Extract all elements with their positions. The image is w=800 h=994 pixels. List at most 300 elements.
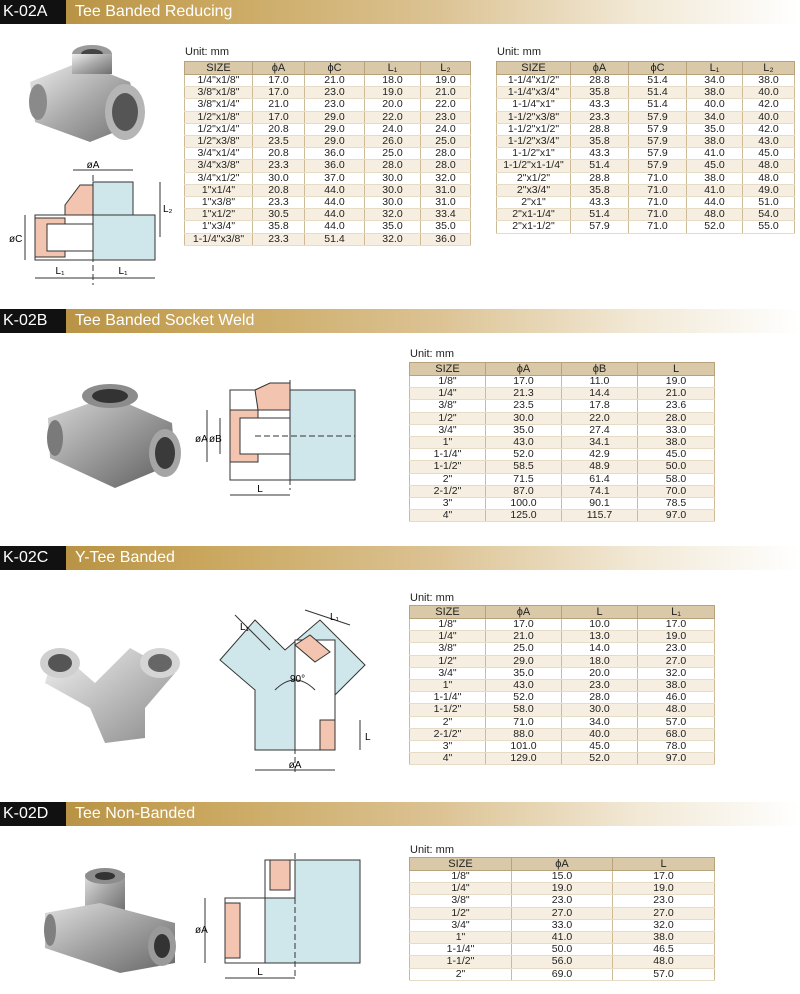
- table-cell: 1-1/4": [410, 944, 512, 956]
- table-cell: 57.9: [629, 148, 687, 160]
- table-cell: 51.4: [305, 233, 365, 245]
- table-cell: 19.0: [421, 75, 471, 87]
- table-cell: 43.3: [571, 99, 629, 111]
- diagram-label-phi-c: øC: [9, 234, 23, 245]
- table-cell: 44.0: [305, 184, 365, 196]
- table-cell: 78.0: [638, 741, 715, 753]
- table-row: [497, 87, 795, 99]
- table-cell: 57.9: [571, 221, 629, 233]
- table-cell: 20.8: [253, 148, 305, 160]
- table-cell: 50.0: [638, 461, 715, 473]
- table-row: [410, 424, 715, 436]
- table-cell: 97.0: [638, 753, 715, 765]
- table-cell: 1-1/2"x1": [497, 148, 571, 160]
- table-row: [410, 376, 715, 388]
- section-title: Y-Tee Banded: [75, 549, 175, 566]
- table-cell: 71.0: [629, 197, 687, 209]
- table-row: [410, 728, 715, 740]
- table-cell: 21.0: [305, 75, 365, 87]
- table-cell: 35.8: [253, 221, 305, 233]
- table-cell: 14.0: [562, 643, 638, 655]
- table-cell: 3/8": [410, 895, 512, 907]
- table-cell: 3/8": [410, 643, 486, 655]
- table-cell: 29.0: [305, 111, 365, 123]
- table-row: [410, 619, 715, 631]
- table-cell: 23.3: [253, 160, 305, 172]
- diagram-label-l1-left: L₁: [55, 266, 65, 277]
- table-cell: 2"x1/2": [497, 172, 571, 184]
- table-cell: 17.0: [638, 619, 715, 631]
- table-cell: 33.0: [512, 919, 613, 931]
- table-cell: 36.0: [305, 160, 365, 172]
- table-cell: 27.4: [562, 424, 638, 436]
- table-cell: 33.0: [638, 424, 715, 436]
- table-cell: 1/8": [410, 619, 486, 631]
- table-cell: 1/4"x1/8": [185, 75, 253, 87]
- col-header: ϕA: [512, 858, 613, 871]
- table-cell: 32.0: [638, 667, 715, 679]
- section-title: Tee Non-Banded: [75, 805, 196, 822]
- table-cell: 18.0: [365, 75, 421, 87]
- table-cell: 23.5: [253, 136, 305, 148]
- table-cell: 57.9: [629, 136, 687, 148]
- col-header: L₁: [638, 606, 715, 619]
- table-cell: 35.0: [486, 424, 562, 436]
- table-cell: 49.0: [743, 184, 795, 196]
- table-cell: 90.1: [562, 498, 638, 510]
- col-header: L: [562, 606, 638, 619]
- table-cell: 25.0: [421, 136, 471, 148]
- table-cell: 36.0: [421, 233, 471, 245]
- table-cell: 1-1/2": [410, 956, 512, 968]
- table-cell: 19.0: [365, 87, 421, 99]
- table-row: [185, 136, 471, 148]
- table-cell: 30.5: [253, 209, 305, 221]
- table-row: [497, 197, 795, 209]
- table-cell: 1-1/4"x1/2": [497, 75, 571, 87]
- table-header-row: [410, 606, 715, 619]
- diagram-label-phi-a: øA: [86, 160, 100, 171]
- table-cell: 23.0: [562, 680, 638, 692]
- table-cell: 34.0: [687, 75, 743, 87]
- table-cell: 28.0: [562, 692, 638, 704]
- table-row: [497, 172, 795, 184]
- table-row: [410, 412, 715, 424]
- tee-banded-reducing-photo: [20, 42, 150, 152]
- table-cell: 1"x3/8": [185, 197, 253, 209]
- table-cell: 1": [410, 680, 486, 692]
- table-cell: 36.0: [305, 148, 365, 160]
- table-row: [185, 99, 471, 111]
- table-cell: 41.0: [687, 148, 743, 160]
- table-row: [185, 87, 471, 99]
- table-cell: 71.0: [629, 184, 687, 196]
- table-cell: 4": [410, 753, 486, 765]
- table-cell: 2-1/2": [410, 485, 486, 497]
- table-cell: 19.0: [638, 631, 715, 643]
- table-cell: 44.0: [305, 209, 365, 221]
- table-row: [410, 510, 715, 522]
- table-cell: 2"x3/4": [497, 184, 571, 196]
- table-cell: 52.0: [562, 753, 638, 765]
- table-cell: 28.0: [421, 148, 471, 160]
- table-cell: 51.4: [571, 209, 629, 221]
- table-cell: 21.0: [638, 388, 715, 400]
- table-cell: 23.6: [638, 400, 715, 412]
- table-row: [497, 184, 795, 196]
- table-row: [497, 160, 795, 172]
- table-cell: 1-1/4"x3/8": [185, 233, 253, 245]
- table-row: [185, 209, 471, 221]
- table-cell: 1/8": [410, 376, 486, 388]
- table-cell: 57.9: [629, 123, 687, 135]
- table-row: [410, 741, 715, 753]
- table-cell: 2-1/2": [410, 728, 486, 740]
- table-row: [497, 209, 795, 221]
- diagram-label-l1-right: L₁: [330, 612, 339, 623]
- table-cell: 68.0: [638, 728, 715, 740]
- table-cell: 3/4"x1/4": [185, 148, 253, 160]
- col-header: ϕB: [562, 363, 638, 376]
- col-header: ϕA: [486, 606, 562, 619]
- spec-table-k02b: [409, 362, 715, 522]
- spec-table-k02a-2: [496, 61, 795, 234]
- table-cell: 10.0: [562, 619, 638, 631]
- table-cell: 1-1/2"x3/4": [497, 136, 571, 148]
- table-cell: 45.0: [687, 160, 743, 172]
- diagram-label-phi-a: øA: [195, 925, 208, 936]
- table-cell: 70.0: [638, 485, 715, 497]
- table-cell: 56.0: [512, 956, 613, 968]
- table-cell: 1": [410, 932, 512, 944]
- table-cell: 11.0: [562, 376, 638, 388]
- table-cell: 26.0: [365, 136, 421, 148]
- diagram-label-phi-a: øA: [195, 434, 208, 445]
- table-cell: 129.0: [486, 753, 562, 765]
- table-cell: 19.0: [638, 376, 715, 388]
- table-row: [410, 932, 715, 944]
- table-row: [410, 716, 715, 728]
- table-header-row: [410, 363, 715, 376]
- table-cell: 23.0: [421, 111, 471, 123]
- table-cell: 35.0: [687, 123, 743, 135]
- table-cell: 17.0: [253, 87, 305, 99]
- table-cell: 3": [410, 741, 486, 753]
- diagram-label-phi-b: øB: [209, 434, 222, 445]
- table-cell: 21.3: [486, 388, 562, 400]
- table-cell: 1/2"x1/8": [185, 111, 253, 123]
- table-row: [410, 956, 715, 968]
- col-header: SIZE: [185, 62, 253, 75]
- table-cell: 1/4": [410, 388, 486, 400]
- table-cell: 1-1/4"x1": [497, 99, 571, 111]
- table-cell: 3/8": [410, 400, 486, 412]
- section-title: Tee Banded Reducing: [75, 3, 233, 20]
- table-row: [185, 111, 471, 123]
- section-code: K-02C: [0, 546, 66, 570]
- col-header: ϕA: [571, 62, 629, 75]
- tee-socket-weld-diagram: [195, 380, 365, 505]
- table-row: [497, 136, 795, 148]
- table-cell: 45.0: [743, 148, 795, 160]
- table-row: [497, 99, 795, 111]
- table-cell: 20.8: [253, 123, 305, 135]
- table-cell: 34.1: [562, 437, 638, 449]
- table-cell: 38.0: [687, 136, 743, 148]
- table-cell: 3/4"x3/8": [185, 160, 253, 172]
- table-cell: 71.0: [629, 221, 687, 233]
- table-cell: 25.0: [486, 643, 562, 655]
- table-row: [497, 75, 795, 87]
- table-cell: 22.0: [562, 412, 638, 424]
- col-header: ϕC: [305, 62, 365, 75]
- col-header: SIZE: [410, 858, 512, 871]
- table-cell: 40.0: [743, 87, 795, 99]
- table-cell: 100.0: [486, 498, 562, 510]
- table-row: [410, 437, 715, 449]
- table-cell: 1/2": [410, 907, 512, 919]
- table-cell: 30.0: [253, 172, 305, 184]
- section-code: K-02D: [0, 802, 66, 826]
- table-cell: 38.0: [638, 680, 715, 692]
- table-cell: 13.0: [562, 631, 638, 643]
- table-cell: 35.0: [365, 221, 421, 233]
- y-tee-banded-diagram: [210, 600, 380, 780]
- tee-non-banded-diagram: [195, 848, 365, 988]
- col-header: L: [613, 858, 715, 871]
- table-cell: 3/4"x1/2": [185, 172, 253, 184]
- table-cell: 23.3: [253, 197, 305, 209]
- unit-label: Unit: mm: [410, 844, 454, 856]
- table-cell: 48.0: [743, 172, 795, 184]
- table-cell: 43.0: [486, 680, 562, 692]
- table-cell: 97.0: [638, 510, 715, 522]
- table-cell: 23.0: [305, 87, 365, 99]
- table-cell: 1-1/2": [410, 704, 486, 716]
- table-cell: 71.0: [486, 716, 562, 728]
- table-cell: 37.0: [305, 172, 365, 184]
- table-cell: 35.8: [571, 136, 629, 148]
- table-cell: 19.0: [512, 883, 613, 895]
- col-header: L₂: [743, 62, 795, 75]
- table-cell: 29.0: [486, 655, 562, 667]
- table-cell: 32.0: [365, 209, 421, 221]
- table-cell: 57.9: [629, 160, 687, 172]
- table-cell: 1"x3/4": [185, 221, 253, 233]
- col-header: L₁: [687, 62, 743, 75]
- table-cell: 1-1/4"x3/4": [497, 87, 571, 99]
- table-row: [410, 449, 715, 461]
- table-cell: 38.0: [687, 172, 743, 184]
- col-header: L₁: [365, 62, 421, 75]
- table-cell: 52.0: [486, 692, 562, 704]
- table-cell: 35.0: [421, 221, 471, 233]
- table-cell: 30.0: [486, 412, 562, 424]
- table-cell: 28.0: [638, 412, 715, 424]
- table-cell: 38.0: [638, 437, 715, 449]
- table-row: [410, 871, 715, 883]
- table-cell: 22.0: [421, 99, 471, 111]
- col-header: SIZE: [410, 606, 486, 619]
- table-cell: 27.0: [638, 655, 715, 667]
- col-header: L: [638, 363, 715, 376]
- table-cell: 18.0: [562, 655, 638, 667]
- section-header-k02d: [0, 802, 800, 826]
- spec-table-k02c: [409, 605, 715, 765]
- diagram-label-l: L: [257, 967, 263, 978]
- spec-table-k02a-1: [184, 61, 471, 246]
- table-row: [410, 680, 715, 692]
- table-cell: 21.0: [421, 87, 471, 99]
- table-cell: 74.1: [562, 485, 638, 497]
- table-cell: 48.0: [743, 160, 795, 172]
- table-cell: 30.0: [365, 184, 421, 196]
- section-title: Tee Banded Socket Weld: [75, 312, 255, 329]
- diagram-label-l: L: [365, 732, 371, 743]
- col-header: ϕC: [629, 62, 687, 75]
- table-cell: 48.9: [562, 461, 638, 473]
- table-cell: 1": [410, 437, 486, 449]
- table-cell: 51.4: [629, 75, 687, 87]
- table-cell: 46.5: [613, 944, 715, 956]
- table-cell: 19.0: [613, 883, 715, 895]
- table-cell: 30.0: [562, 704, 638, 716]
- table-row: [497, 148, 795, 160]
- table-row: [185, 160, 471, 172]
- table-cell: 35.0: [486, 667, 562, 679]
- table-cell: 3/8"x1/4": [185, 99, 253, 111]
- table-cell: 20.0: [562, 667, 638, 679]
- table-cell: 43.0: [743, 136, 795, 148]
- table-cell: 1-1/4": [410, 449, 486, 461]
- table-cell: 43.3: [571, 197, 629, 209]
- table-cell: 46.0: [638, 692, 715, 704]
- table-row: [410, 895, 715, 907]
- table-cell: 1/2"x1/4": [185, 123, 253, 135]
- table-cell: 25.0: [365, 148, 421, 160]
- table-cell: 48.0: [613, 956, 715, 968]
- table-cell: 27.0: [512, 907, 613, 919]
- table-row: [185, 233, 471, 245]
- table-row: [185, 197, 471, 209]
- table-cell: 22.0: [365, 111, 421, 123]
- table-row: [185, 75, 471, 87]
- table-cell: 1/8": [410, 871, 512, 883]
- tee-non-banded-photo: [40, 868, 185, 978]
- table-cell: 45.0: [638, 449, 715, 461]
- table-cell: 2": [410, 716, 486, 728]
- table-cell: 24.0: [421, 123, 471, 135]
- table-cell: 55.0: [743, 221, 795, 233]
- table-cell: 1-1/4": [410, 692, 486, 704]
- table-cell: 58.0: [486, 704, 562, 716]
- diagram-label-l2: L₂: [163, 204, 173, 215]
- table-cell: 44.0: [687, 197, 743, 209]
- table-row: [410, 400, 715, 412]
- table-cell: 2"x1": [497, 197, 571, 209]
- table-cell: 15.0: [512, 871, 613, 883]
- table-cell: 29.0: [305, 123, 365, 135]
- diagram-label-l: L: [257, 484, 263, 495]
- table-cell: 57.0: [638, 716, 715, 728]
- table-cell: 61.4: [562, 473, 638, 485]
- table-cell: 58.5: [486, 461, 562, 473]
- table-cell: 38.0: [687, 87, 743, 99]
- table-row: [410, 944, 715, 956]
- table-cell: 51.0: [743, 197, 795, 209]
- section-header-k02a: [0, 0, 800, 24]
- table-row: [410, 485, 715, 497]
- table-cell: 28.8: [571, 123, 629, 135]
- table-row: [410, 907, 715, 919]
- table-cell: 30.0: [365, 172, 421, 184]
- table-cell: 1/4": [410, 883, 512, 895]
- table-cell: 21.0: [486, 631, 562, 643]
- table-cell: 4": [410, 510, 486, 522]
- table-cell: 23.0: [638, 643, 715, 655]
- section-header-k02b: [0, 309, 800, 333]
- table-row: [410, 968, 715, 980]
- table-cell: 44.0: [305, 197, 365, 209]
- col-header: ϕA: [486, 363, 562, 376]
- table-cell: 51.4: [571, 160, 629, 172]
- table-cell: 23.5: [486, 400, 562, 412]
- table-cell: 87.0: [486, 485, 562, 497]
- table-row: [185, 148, 471, 160]
- table-cell: 17.0: [253, 75, 305, 87]
- diagram-label-l1-right: L₁: [118, 266, 128, 277]
- spec-table-k02d: [409, 857, 715, 981]
- table-cell: 23.0: [512, 895, 613, 907]
- table-cell: 28.0: [421, 160, 471, 172]
- table-cell: 17.0: [486, 376, 562, 388]
- table-row: [410, 461, 715, 473]
- table-cell: 32.0: [421, 172, 471, 184]
- table-cell: 1"x1/4": [185, 184, 253, 196]
- table-row: [410, 704, 715, 716]
- unit-label: Unit: mm: [185, 46, 229, 58]
- section-header-k02c: [0, 546, 800, 570]
- table-cell: 17.0: [613, 871, 715, 883]
- table-cell: 43.0: [486, 437, 562, 449]
- table-row: [410, 667, 715, 679]
- table-cell: 1/2"x3/8": [185, 136, 253, 148]
- table-cell: 40.0: [687, 99, 743, 111]
- table-cell: 57.9: [629, 111, 687, 123]
- table-cell: 125.0: [486, 510, 562, 522]
- table-cell: 3/4": [410, 919, 512, 931]
- table-cell: 2"x1-1/2": [497, 221, 571, 233]
- table-cell: 23.3: [571, 111, 629, 123]
- table-cell: 1/4": [410, 631, 486, 643]
- col-header: L₂: [421, 62, 471, 75]
- table-cell: 1-1/2"x1/2": [497, 123, 571, 135]
- col-header: SIZE: [410, 363, 486, 376]
- section-code: K-02A: [0, 0, 66, 24]
- table-cell: 28.0: [365, 160, 421, 172]
- table-cell: 3/4": [410, 667, 486, 679]
- table-cell: 1-1/2"x3/8": [497, 111, 571, 123]
- table-cell: 28.8: [571, 172, 629, 184]
- table-cell: 14.4: [562, 388, 638, 400]
- table-row: [410, 631, 715, 643]
- table-cell: 51.4: [629, 99, 687, 111]
- table-cell: 3/8"x1/8": [185, 87, 253, 99]
- table-row: [497, 111, 795, 123]
- table-cell: 32.0: [613, 919, 715, 931]
- table-cell: 41.0: [687, 184, 743, 196]
- table-cell: 34.0: [562, 716, 638, 728]
